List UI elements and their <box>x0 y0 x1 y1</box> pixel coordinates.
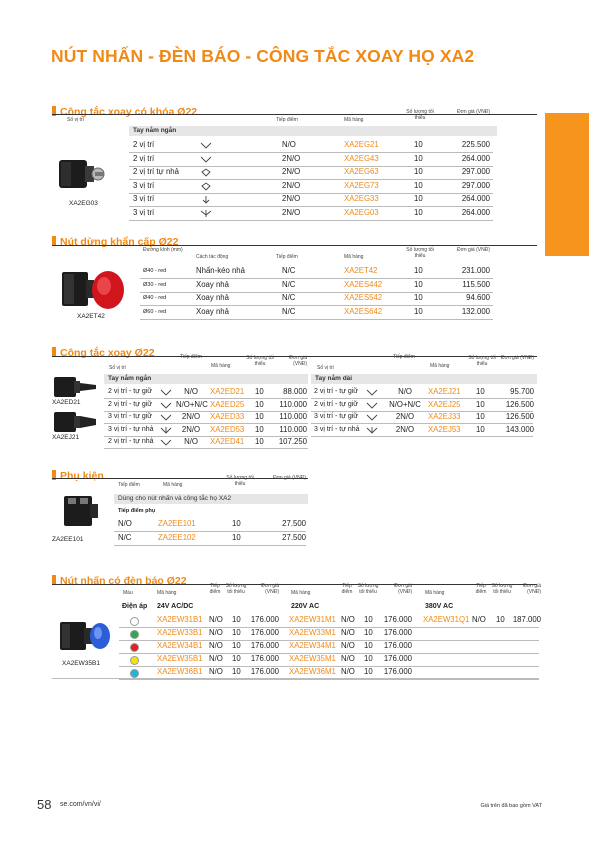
row-code: XA2EG03 <box>344 207 379 217</box>
row-price: 27.500 <box>282 532 306 542</box>
selector-position-icon <box>366 401 378 410</box>
page-title: NÚT NHẤN - ĐÈN BÁO - CÔNG TẮC XOAY HỌ XA2 <box>51 46 475 66</box>
selector-position-icon <box>200 155 212 164</box>
row-price: 95.700 <box>510 387 534 396</box>
row-contact-24v: N/O <box>209 615 223 624</box>
row-qty: 10 <box>414 266 423 275</box>
row-price: 231.000 <box>461 266 490 275</box>
row-qty: 10 <box>414 207 423 217</box>
row-contact-220v: N/O <box>341 654 355 663</box>
row-contact: N/C <box>282 293 296 302</box>
row-qty: 10 <box>476 387 485 396</box>
row-qty-220v: 10 <box>364 654 373 663</box>
row-code: ZA2EE101 <box>158 519 196 528</box>
row-code: XA2ES542 <box>344 293 383 302</box>
row-price-220v: 176.000 <box>383 667 412 676</box>
row-contact: 2N/O <box>282 167 301 176</box>
row-action: Xoay nhả <box>196 279 229 289</box>
row-code-380v: XA2EW31Q1 <box>423 615 470 624</box>
subgroup-label: Tiếp điểm phụ <box>118 508 156 514</box>
image-label: XA2EG03 <box>69 200 98 207</box>
row-divider <box>140 305 493 306</box>
col-header-contact: Tiếp điểm <box>276 254 298 260</box>
row-code: XA2ED41 <box>210 437 245 446</box>
row-contact-24v: N/O <box>209 628 223 637</box>
row-code: XA2ES642 <box>344 306 383 316</box>
row-price: 264.000 <box>461 153 490 163</box>
row-position: 3 vị trí <box>133 194 155 203</box>
row-position: 2 vị trí - tự giữ <box>314 400 358 408</box>
section-title-pilot-light-button: Nút nhấn có đèn báo Ø22 <box>52 575 187 587</box>
row-price-24v: 176.000 <box>250 641 279 650</box>
row-qty: 10 <box>414 180 423 190</box>
group-bar-usage: Dùng cho nút nhấn và công tắc họ XA2 <box>114 494 308 504</box>
row-position: 3 vị trí - tự giữ <box>108 413 152 420</box>
row-position: 2 vị trí <box>133 153 155 163</box>
group-bar-short-handle: Tay nắm ngắn <box>129 126 497 136</box>
row-code: XA2ED21 <box>210 387 245 396</box>
row-qty-220v: 10 <box>364 615 373 624</box>
row-qty: 10 <box>414 293 423 302</box>
row-qty-220v: 10 <box>364 628 373 637</box>
row-divider <box>129 220 493 221</box>
voltage-24v: 24V AC/DC <box>157 603 194 610</box>
row-qty-24v: 10 <box>232 667 241 676</box>
section-divider <box>52 584 537 585</box>
row-divider <box>140 278 493 279</box>
row-code-24v: XA2EW33B1 <box>157 628 203 637</box>
row-price: 132.000 <box>461 306 490 316</box>
row-qty: 10 <box>255 424 264 434</box>
row-action: Nhấn-kéo nhả <box>196 266 245 275</box>
row-code: XA2EG43 <box>344 153 379 163</box>
col-header-color: Màu <box>123 590 133 596</box>
col-header-price-3: Đơn giá (VNĐ) <box>523 583 541 595</box>
row-contact: N/C <box>118 532 132 542</box>
col-header-qty-2: Số lượng tối thiểu <box>357 583 379 595</box>
row-contact: 2N/O <box>282 180 301 190</box>
selector-position-icon <box>160 438 172 447</box>
col-header-code: Mã hàng <box>344 117 364 123</box>
section-title-locking-selector: Công tắc xoay có khóa Ø22 <box>52 106 197 118</box>
col-header-price: Đơn giá (VNĐ) <box>272 475 306 481</box>
col-header-diameter: Đường kính (mm) <box>143 247 183 253</box>
row-contact: N/O <box>282 140 296 149</box>
selector-position-icon <box>160 388 172 397</box>
selector-position-icon <box>200 182 212 191</box>
col-header-position-right: Số vị trí <box>317 365 334 371</box>
row-price-220v: 176.000 <box>383 615 412 624</box>
row-qty-24v: 10 <box>232 615 241 624</box>
row-divider <box>129 193 493 194</box>
row-contact-220v: N/O <box>341 628 355 637</box>
col-header-code: Mã hàng <box>344 254 364 260</box>
row-code: XA2EJ21 <box>428 387 461 396</box>
row-action: Xoay nhả <box>196 306 229 316</box>
row-qty: 10 <box>414 306 423 316</box>
row-divider <box>129 206 493 207</box>
row-code-220v: XA2EW36M1 <box>289 667 336 676</box>
row-code: XA2EG21 <box>344 140 379 149</box>
col-header-price-right: Đơn giá (VNĐ) <box>500 355 534 361</box>
row-price: 107.250 <box>278 437 307 446</box>
row-position: 2 vị trí tự nhả <box>133 167 179 176</box>
row-qty: 10 <box>414 167 423 176</box>
row-price: 88.000 <box>283 387 307 396</box>
row-divider <box>140 319 493 320</box>
row-price: 110.000 <box>279 424 307 434</box>
image-label-1: XA2ED21 <box>52 399 81 406</box>
col-header-qty: Số lượng tối thiểu <box>406 247 434 259</box>
row-position: 2 vị trí - tự giữ <box>108 400 152 408</box>
row-position: 3 vị trí - tự nhả <box>314 425 360 433</box>
row-price: 27.500 <box>282 519 306 528</box>
row-qty: 10 <box>232 519 241 528</box>
selector-switch-long-image <box>52 410 98 434</box>
voltage-label: Điện áp <box>122 603 148 610</box>
row-contact-24v: N/O <box>209 641 223 650</box>
row-position: 2 vị trí - tự nhả <box>108 438 154 445</box>
row-divider <box>311 436 533 437</box>
col-header-contact-2: Tiếp điểm <box>341 583 353 595</box>
row-qty: 10 <box>255 412 264 421</box>
selector-switch-short-image <box>52 375 98 399</box>
row-code: XA2EJ25 <box>428 399 461 409</box>
col-header-qty-1: Số lượng tối thiểu <box>225 583 247 595</box>
row-contact-220v: N/O <box>341 641 355 650</box>
row-contact: N/O <box>184 437 198 446</box>
selector-position-icon <box>160 413 172 422</box>
row-code: XA2EJ33 <box>428 412 461 421</box>
row-qty: 10 <box>414 153 423 163</box>
row-qty: 10 <box>414 279 423 289</box>
row-contact: 2N/O <box>395 412 415 421</box>
row-price: 264.000 <box>461 207 490 217</box>
col-header-price-2: Đơn giá (VNĐ) <box>394 583 412 595</box>
group-bar-long-handle: Tay nắm dài <box>311 374 537 384</box>
row-divider <box>104 448 308 449</box>
row-position: 2 vị trí - tự giữ <box>314 388 358 395</box>
col-header-price: Đơn giá (VNĐ) <box>289 355 307 367</box>
col-header-contact: Tiếp điểm <box>180 354 202 360</box>
color-indicator-dot <box>130 643 139 652</box>
row-qty-220v: 10 <box>364 641 373 650</box>
row-diameter: Ø30 - red <box>143 281 167 288</box>
selector-position-icon <box>366 413 378 422</box>
col-header-contact: Tiếp điểm <box>118 482 140 488</box>
section-tab-marker <box>545 113 589 256</box>
row-code-24v: XA2EW34B1 <box>157 641 203 650</box>
row-divider <box>114 545 306 546</box>
selector-position-icon <box>366 388 378 397</box>
col-header-qty: Số lượng tối thiểu <box>406 109 434 121</box>
selector-position-icon <box>200 195 212 204</box>
color-indicator-dot <box>130 630 139 639</box>
row-position: 2 vị trí - tự giữ <box>108 388 152 395</box>
row-price-220v: 176.000 <box>383 654 412 663</box>
col-header-qty-right: Số lượng tối thiểu <box>468 355 496 367</box>
row-code: XA2ED53 <box>210 424 245 434</box>
row-contact-24v: N/O <box>209 667 223 676</box>
row-qty-380v: 10 <box>496 615 505 624</box>
row-contact: 2N/O <box>181 412 201 421</box>
row-code-220v: XA2EW31M1 <box>289 615 336 624</box>
emergency-stop-button-image <box>60 266 130 312</box>
row-price: 126.500 <box>505 399 534 409</box>
row-divider <box>129 152 493 153</box>
row-contact-24v: N/O <box>209 654 223 663</box>
row-code-24v: XA2EW31B1 <box>157 615 203 624</box>
row-price: 225.500 <box>461 140 490 149</box>
image-label-2: XA2EJ21 <box>52 434 80 441</box>
row-contact: N/C <box>282 266 296 275</box>
row-contact: 2N/O <box>282 207 301 217</box>
footer-url[interactable]: se.com/vn/vi/ <box>60 801 101 808</box>
row-code: XA2EG73 <box>344 180 379 190</box>
row-qty: 10 <box>476 412 485 421</box>
auxiliary-contact-image <box>58 492 104 530</box>
row-price-380v: 187.000 <box>512 615 541 624</box>
row-code-24v: XA2EW36B1 <box>157 667 203 676</box>
row-contact: N/O <box>184 387 198 396</box>
row-qty: 10 <box>414 194 423 203</box>
row-price: 94.600 <box>466 293 490 302</box>
footer-note: Giá trên đã bao gồm VAT <box>480 803 542 809</box>
row-code-220v: XA2EW33M1 <box>289 628 336 637</box>
row-code: XA2EG63 <box>344 167 379 176</box>
row-contact-220v: N/O <box>341 667 355 676</box>
row-contact: 2N/O <box>282 153 301 163</box>
row-price-220v: 176.000 <box>383 628 412 637</box>
col-header-code: Mã hàng <box>211 363 231 369</box>
selector-position-icon <box>200 168 212 177</box>
col-header-contact: Tiếp điểm <box>276 117 298 123</box>
row-contact: 2N/O <box>282 194 301 203</box>
row-price-24v: 176.000 <box>250 628 279 637</box>
section-title-selector-switch: Công tắc xoay Ø22 <box>52 347 155 359</box>
col-header-code-1: Mã hàng <box>157 590 177 596</box>
row-price-24v: 176.000 <box>250 667 279 676</box>
voltage-220v: 220V AC <box>291 603 320 610</box>
image-label: XA2ET42 <box>77 313 105 320</box>
section-title-accessories: Phụ kiện <box>52 470 104 482</box>
row-price: 110.000 <box>279 412 307 421</box>
row-action: Xoay nhả <box>196 293 229 302</box>
row-divider <box>119 679 539 680</box>
row-code: XA2ED25 <box>210 399 245 409</box>
section-divider <box>52 245 537 246</box>
row-qty: 10 <box>232 532 241 542</box>
row-price: 297.000 <box>461 167 490 176</box>
row-price: 264.000 <box>461 194 490 203</box>
row-qty: 10 <box>255 399 264 409</box>
row-qty-24v: 10 <box>232 641 241 650</box>
row-qty-24v: 10 <box>232 654 241 663</box>
row-qty: 10 <box>255 387 264 396</box>
selector-position-icon <box>160 426 172 435</box>
col-header-code: Mã hàng <box>163 482 183 488</box>
row-price-24v: 176.000 <box>250 654 279 663</box>
row-code: XA2ES442 <box>344 279 383 289</box>
row-contact: N/C <box>282 306 296 316</box>
row-contact: N/O+N/C <box>389 399 421 409</box>
col-header-qty: Số lượng tối thiểu <box>246 355 274 367</box>
color-indicator-dot <box>130 656 139 665</box>
row-diameter: Ø60 - red <box>143 308 167 315</box>
row-contact-220v: N/O <box>341 615 355 624</box>
row-diameter: Ø40 - red <box>143 268 167 274</box>
row-contact-380v: N/O <box>472 615 486 624</box>
row-code: XA2EJ53 <box>428 424 461 434</box>
section-title-emergency-stop: Nút dừng khẩn cấp Ø22 <box>52 236 178 248</box>
row-price-24v: 176.000 <box>250 615 279 624</box>
row-contact: 2N/O <box>181 424 201 434</box>
row-divider <box>129 166 493 167</box>
col-header-qty-3: Số lượng tối thiểu <box>491 583 513 595</box>
row-code: XA2ED33 <box>210 412 245 421</box>
row-code-220v: XA2EW35M1 <box>289 654 336 663</box>
row-contact: N/O+N/C <box>176 399 208 409</box>
col-header-code-right: Mã hàng <box>430 363 450 369</box>
col-header-contact-3: Tiếp điểm <box>475 583 487 595</box>
row-position: 2 vị trí <box>133 140 155 149</box>
row-position: 3 vị trí - tự giữ <box>314 413 358 420</box>
col-header-price: Đơn giá (VNĐ) <box>456 109 490 115</box>
row-price: 110.000 <box>279 399 307 409</box>
row-qty: 10 <box>255 437 264 446</box>
col-header-position: Số vị trí <box>109 365 126 371</box>
col-header-qty: Số lượng tối thiểu <box>226 475 254 487</box>
page-number: 58 <box>37 797 52 812</box>
row-position: 3 vị trí <box>133 207 155 217</box>
row-qty-24v: 10 <box>232 628 241 637</box>
row-price-220v: 176.000 <box>383 641 412 650</box>
row-contact: N/O <box>398 387 412 396</box>
col-header-code-2: Mã hàng <box>291 590 311 596</box>
image-label: ZA2EE101 <box>52 536 84 543</box>
row-position: 3 vị trí - tự nhả <box>108 425 154 433</box>
row-diameter: Ø40 - red <box>143 295 167 301</box>
row-contact: N/O <box>118 519 132 528</box>
row-position: 3 vị trí <box>133 180 155 190</box>
voltage-380v: 380V AC <box>425 603 454 610</box>
selector-position-icon <box>160 401 172 410</box>
row-code-220v: XA2EW34M1 <box>289 641 336 650</box>
col-header-contact-right: Tiếp điểm <box>393 354 415 360</box>
group-bar-short-handle: Tay nắm ngắn <box>104 374 308 384</box>
col-header-action: Cách tác động <box>196 254 229 260</box>
image-label: XA2EW35B1 <box>62 660 100 667</box>
row-price: 143.000 <box>505 424 534 434</box>
row-contact: N/C <box>282 279 296 289</box>
row-price: 126.500 <box>505 412 534 421</box>
col-header-code-3: Mã hàng <box>425 590 445 596</box>
pilot-light-button-image <box>58 618 114 654</box>
locking-selector-switch-image <box>57 150 107 192</box>
row-qty: 10 <box>476 424 485 434</box>
color-indicator-dot <box>130 617 139 626</box>
row-code: ZA2EE102 <box>158 532 196 542</box>
row-qty-220v: 10 <box>364 667 373 676</box>
row-qty: 10 <box>414 140 423 149</box>
col-header-position: Số vị trí <box>67 117 84 123</box>
row-divider <box>129 179 493 180</box>
row-code: XA2ET42 <box>344 266 378 275</box>
col-header-price-1: Đơn giá (VNĐ) <box>261 583 279 595</box>
row-divider <box>52 678 539 679</box>
col-header-price: Đơn giá (VNĐ) <box>456 247 490 253</box>
selector-position-icon <box>366 426 378 435</box>
selector-position-icon <box>200 141 212 150</box>
row-price: 115.500 <box>462 279 490 289</box>
row-price: 297.000 <box>461 180 490 190</box>
row-contact: 2N/O <box>395 424 415 434</box>
color-indicator-dot <box>130 669 139 678</box>
row-code-24v: XA2EW35B1 <box>157 654 203 663</box>
row-code: XA2EG33 <box>344 194 379 203</box>
row-divider <box>140 292 493 293</box>
selector-position-icon <box>200 209 212 218</box>
col-header-contact-1: Tiếp điểm <box>209 583 221 595</box>
row-qty: 10 <box>476 399 485 409</box>
